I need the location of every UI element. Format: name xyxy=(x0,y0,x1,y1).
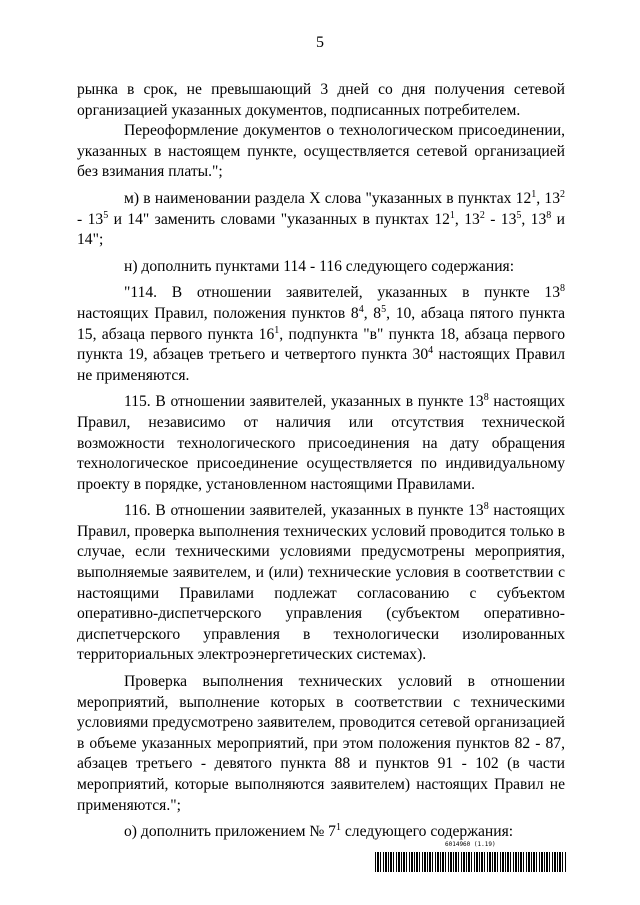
barcode-icon xyxy=(375,852,567,872)
paragraph-verification: Проверка выполнения технических условий в отношении мероприятий, выполнение которых в соответствии с техническими условиями предусмотрено заявителем, проводится сетевой организацией в объеме указанных мероприятий, при этом положения пунктов 82 - 87, абзацев третьего - девятого пункта 88 и пунктов 91 - 102 (в части мероприятий, которые выполняются заявителем) настоящих Правил не применяются."; xyxy=(77,673,565,814)
page-number: 5 xyxy=(316,34,324,51)
paragraph-item-m: м) в наименовании раздела X слова "указанных в пунктах $12^1$, $13^2 - 13^5$ и 14" заменить словами "указанных в пунктах $12^1$, $13^2 - 13^5$, $13^8$ и 14"; xyxy=(77,188,566,249)
paragraph-point-116: 116. В отношении заявителей, указанных в пункте $13^8$ настоящих Правил, проверка выполнения технических условий проводится только в случае, если техническими условиями предусмотрены мероприятия, выполняемые заявителем, и (или) технические условия в соответствии с настоящими Правилами подлежат согласованию с субъектом оперативно-диспетчерского управления (субъектом оперативно-диспетчерского управления в технологически изолированных территориальных электроэнергетических системах). xyxy=(77,501,565,664)
paragraph-continuation: рынка в срок, не превышающий 3 дней со дня получения сетевой организацией указанных документов, подписанных потребителем. xyxy=(77,81,565,119)
paragraph-item-o: о) дополнить приложением № $7^1$ следующего содержания: xyxy=(124,822,514,841)
document-body xyxy=(77,80,565,843)
document-code: 6014960 (1.19) xyxy=(445,841,496,848)
paragraph-reissue: Переоформление документов о технологическом присоединении, указанных в настоящем пункте, осуществляется сетевой организацией без взимания платы."; xyxy=(77,122,565,181)
paragraph-item-n: н) дополнить пунктами 114 - 116 следующего содержания: xyxy=(124,257,515,275)
paragraph-point-115: 115. В отношении заявителей, указанных в пункте $13^8$ настоящих Правил, независимо от наличия или отсутствия технической возможности технологического присоединения на дату обращения технологическое присоединение осуществляется по индивидуальному проекту в порядке, установленном настоящими Правилами. xyxy=(77,392,565,493)
paragraph-point-114: "114. В отношении заявителей, указанных в пункте $13^8$ настоящих Правил, положения пунктов $8^4$, $8^5$, 10, абзаца пятого пункта 15, абзаца первого пункта $16^1$, подпункта "в" пункта 18, абзаца первого пункта 19, абзацев третьего и четвертого пункта $30^4$ настоящих Правил не применяются. xyxy=(77,283,566,384)
